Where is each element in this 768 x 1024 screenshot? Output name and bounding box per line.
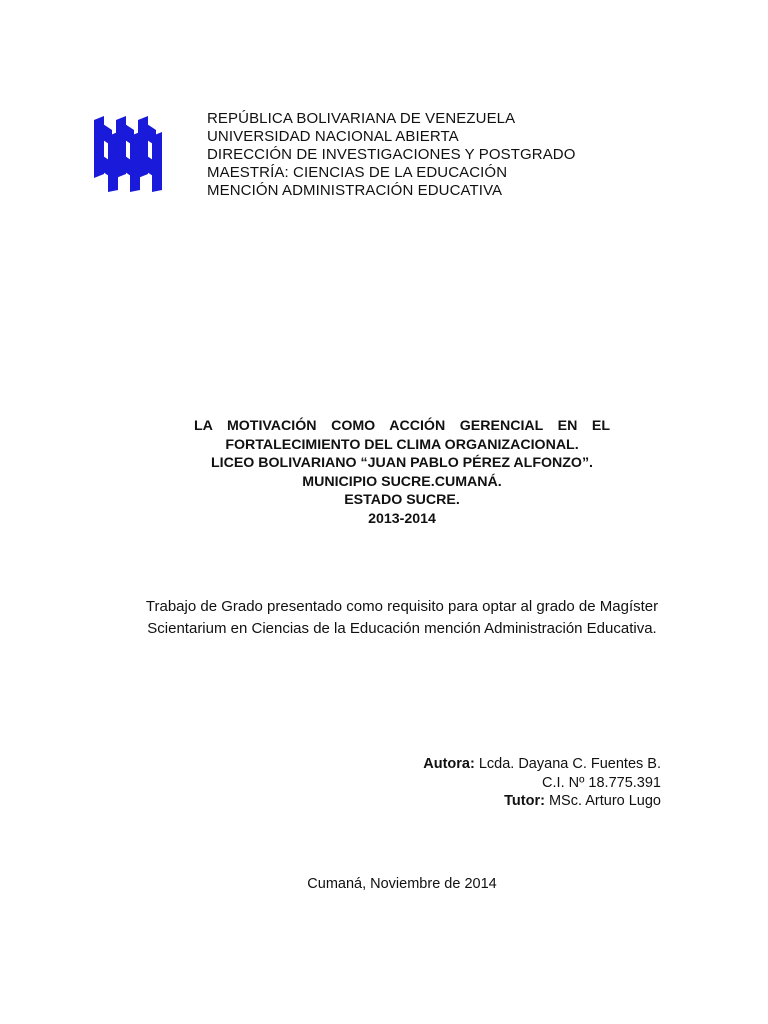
header-line-republic: REPÚBLICA BOLIVARIANA DE VENEZUELA [207,110,516,127]
author-id: C.I. Nº 18.775.391 [542,774,661,791]
author-line [423,755,661,774]
purpose-line-2: Scientarium en Ciencias de la Educación mención Administración Educativa. [147,619,657,637]
title-line-4: MUNICIPIO SUCRE.CUMANÁ. [302,473,502,490]
tutor-line [423,792,661,811]
credits-block [423,755,661,811]
title-line-1: LA MOTIVACIÓN COMO ACCIÓN GERENCIAL EN EL [194,418,610,434]
university-logo-icon [92,116,162,192]
purpose-line-1: Trabajo de Grado presentado como requisito para optar al grado de Magíster [145,598,659,615]
tutor-name: MSc. Arturo Lugo [544,793,661,809]
header-line-masters: MAESTRÍA: CIENCIAS DE LA EDUCACIÓN [207,164,508,181]
tutor-label: Tutor: [504,793,545,809]
title-line-5: ESTADO SUCRE. [344,492,460,509]
author-label: Autora: [423,756,475,772]
degree-purpose [100,596,704,639]
title-line-3: LICEO BOLIVARIANO “JUAN PABLO PÉREZ ALFONZO”. [210,455,593,472]
header-line-mention: MENCIÓN ADMINISTRACIÓN EDUCATIVA [207,182,503,199]
author-name: Lcda. Dayana C. Fuentes B. [474,756,661,772]
institution-header [207,110,576,200]
header-line-direction: DIRECCIÓN DE INVESTIGACIONES Y POSTGRADO [207,146,576,163]
header-line-university: UNIVERSIDAD NACIONAL ABIERTA [207,128,459,145]
place-date: Cumaná, Noviembre de 2014 [307,876,497,892]
title-line-2: FORTALECIMIENTO DEL CLIMA ORGANIZACIONAL. [225,436,579,453]
title-line-6: 2013-2014 [368,510,436,527]
thesis-title [150,417,654,529]
